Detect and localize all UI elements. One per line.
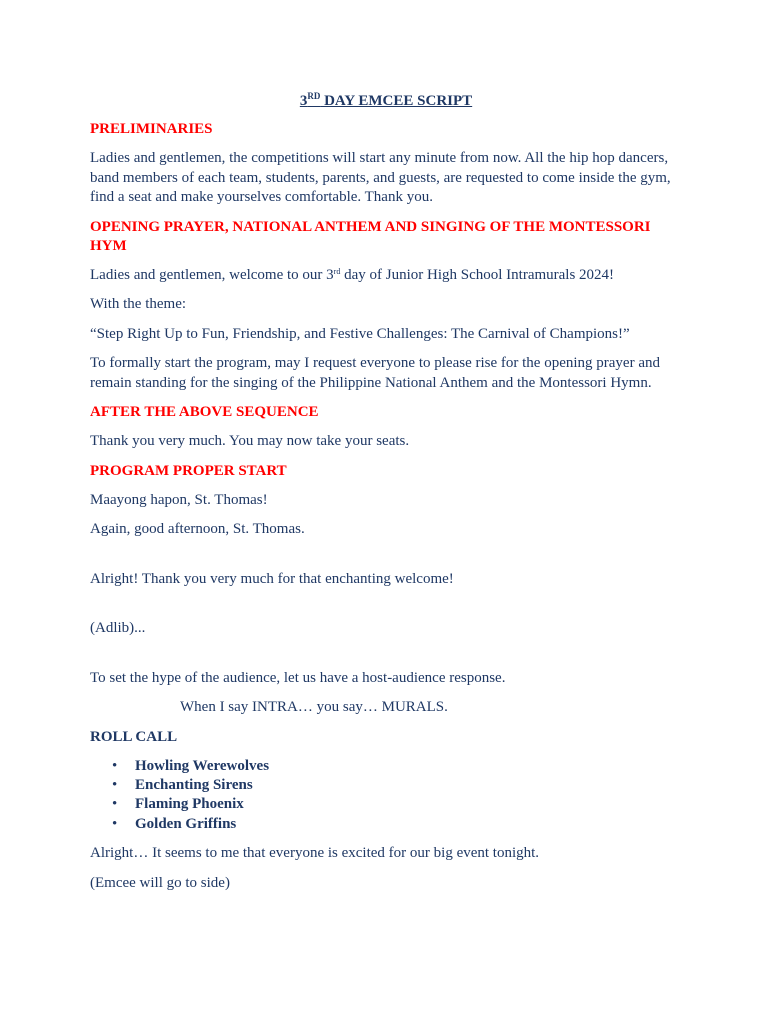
team-name: Enchanting Sirens xyxy=(135,776,253,793)
greeting-paragraph: Maayong hapon, St. Thomas! xyxy=(90,491,268,508)
list-item xyxy=(90,757,682,776)
blank-line xyxy=(90,649,682,669)
welcome-paragraph xyxy=(90,266,682,286)
team-name: Flaming Phoenix xyxy=(135,796,244,813)
preliminaries-paragraph: Ladies and gentlemen, the competitions will start any minute from now. All the hip hop dancers, band members of each team, students, parents, and guests, are requested to come inside the gym, find a seat and make yourselves comfortable. Thank you. xyxy=(90,150,671,205)
after-sequence-heading: AFTER THE ABOVE SEQUENCE xyxy=(90,404,319,420)
team-name: Howling Werewolves xyxy=(135,757,270,774)
team-list xyxy=(90,757,682,835)
theme-intro-paragraph: With the theme: xyxy=(90,296,187,312)
blank-line xyxy=(90,550,682,570)
call-response-paragraph: When I say INTRA… you say… MURALS. xyxy=(180,699,448,715)
adlib-paragraph: (Adlib)... xyxy=(90,620,146,636)
list-item xyxy=(90,795,682,814)
team-name: Golden Griffins xyxy=(135,815,237,832)
closing-paragraph: Alright… It seems to me that everyone is excited for our big event tonight. xyxy=(90,845,540,862)
stage-note-paragraph: (Emcee will go to side) xyxy=(90,874,230,891)
preliminaries-heading: PRELIMINARIES xyxy=(90,121,213,137)
bullet-icon: • xyxy=(112,815,118,832)
hype-paragraph: To set the hype of the audience, let us have a host-audience response. xyxy=(90,669,506,686)
blank-line xyxy=(90,599,682,619)
opening-heading: OPENING PRAYER, NATIONAL ANTHEM AND SINGING OF THE MONTESSORI HYM xyxy=(90,218,651,254)
bullet-icon: • xyxy=(112,757,118,774)
after-sequence-paragraph: Thank you very much. You may now take your seats. xyxy=(90,433,410,449)
thanks-paragraph: Alright! Thank you very much for that enchanting welcome! xyxy=(90,570,454,587)
welcome-text-after: day of Junior High School Intramurals 2024! xyxy=(340,266,615,283)
script-title xyxy=(90,92,682,111)
greeting-again-paragraph: Again, good afternoon, St. Thomas. xyxy=(90,521,305,537)
bullet-icon: • xyxy=(112,776,118,793)
title-ordinal-suffix: RD xyxy=(307,91,321,101)
list-item xyxy=(90,815,682,834)
welcome-text-before: Ladies and gentlemen, welcome to our 3 xyxy=(90,266,334,283)
opening-request-paragraph: To formally start the program, may I request everyone to please rise for the opening prayer and remain standing for the singing of the Philippine National Anthem and the Montessori Hymn. xyxy=(90,355,660,391)
welcome-ordinal-suffix: rd xyxy=(333,266,341,276)
title-ordinal-number: 3 xyxy=(299,93,308,109)
document-page xyxy=(90,92,682,903)
theme-quote-paragraph: “Step Right Up to Fun, Friendship, and Festive Challenges: The Carnival of Champions!” xyxy=(90,325,630,342)
program-proper-heading: PROGRAM PROPER START xyxy=(90,462,287,479)
title-text: DAY EMCEE SCRIPT xyxy=(320,93,473,109)
list-item xyxy=(90,776,682,795)
bullet-icon: • xyxy=(112,796,118,813)
roll-call-heading: ROLL CALL xyxy=(90,728,178,745)
